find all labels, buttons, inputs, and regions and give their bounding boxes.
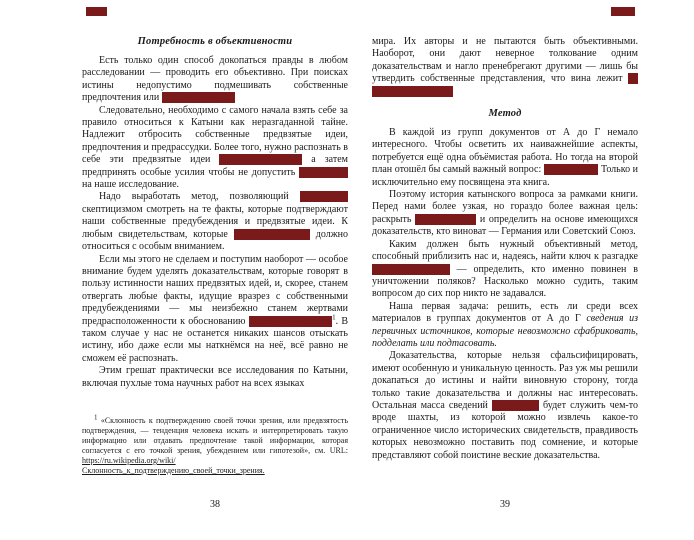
paragraph <box>82 191 348 253</box>
redaction-mark-top-right <box>611 7 635 16</box>
paragraph <box>82 254 348 366</box>
page-number-left: 38 <box>210 499 220 510</box>
text-run: на наше исследование. <box>82 179 180 191</box>
text-run: а затем предпринять особые усилия чтобы не допустить <box>82 154 348 178</box>
redacted-text: предвзятые идеи. <box>161 92 236 104</box>
redacted-text: по Катыни <box>491 399 539 411</box>
section-heading-objectivity: Потребность в объективности <box>137 36 293 47</box>
redaction-mark-top-left <box>86 7 107 16</box>
redacted-text: и предубеждения, <box>219 154 303 166</box>
redacted-text: их влияния <box>299 166 349 178</box>
text-run: Доказательства, которые нельзя сфальсифицировать, имеют особенную и уникальную ценность. Раз уж мы решили докапаться до истины и найти виновную сторону, тогда только такие доказательства и должны нас интересовать. Остальная масса сведений <box>372 350 638 411</box>
paragraph <box>372 350 638 462</box>
text-run: Надо выработать метод, позволяющий <box>99 191 300 203</box>
left-page-body <box>82 55 348 390</box>
text-run: будет служить чем-то вроде шахты, из которой можно извлечь какое-то ограниченное число исторических свидетельств, правдивость которых невозможно поставить под сомнение, и которые представляют собой поистине веские доказательства. <box>372 399 638 461</box>
redacted-text: тайну Катыни <box>415 213 477 225</box>
paragraph <box>82 413 348 476</box>
redacted-text: им противоречат, <box>233 228 311 240</box>
right-page-body-after <box>372 127 638 462</box>
paragraph <box>372 36 638 98</box>
emphasis-text: сведения из первичных источников, которые невозможно сфабриковать, подделать или подтасовать. <box>372 313 638 349</box>
right-page-body-before <box>372 36 638 98</box>
text-run: Следовательно, необходимо с самого начала взять себе за правило относиться к Катыни как неразгаданной тайне. Надлежит отбросить собственные предвзятые идеи, предпочтения и предрассудки. Более того, нужно распознать в себе эти предвзятые идеи <box>82 104 348 166</box>
footnote-url: https://ru.wikipedia.org/wiki/Склонность_к_подтверждению_своей_точки_зрения. <box>82 455 265 475</box>
text-run: Если мы этого не сделаем и поступим наоборот — особое внимание будем уделять доказательствам, которые говорят в пользу истинности наших предвзятых идей, и, скорее, станем отвергать любые факты, идущие вразрез с собственными предубеждениями — мы неизбежно станем жертвами предрасположенности к обоснованию <box>82 253 348 327</box>
text-run: Каким должен быть нужный объективный метод, способный приблизить нас и, надеясь, найти ключ к разгадке <box>372 238 638 263</box>
text-run: В каждой из групп документов от А до Г немало интересного. Чтобы осветить их наиважнейшие аспекты, потребуется ещё одна объёмистая работа. Но тогда на второй план отошёл бы самый важный вопрос: <box>372 127 638 176</box>
text-run: Только и исключительно ему посвящена эта книга. <box>372 164 639 188</box>
text-run: Есть только один способ докопаться правды в любом расследовании — проводить его объективно. При поисках истины недопустимо подмешивать собственные предпочтения или <box>82 55 348 104</box>
text-run: и определить на основе имеющихся доказательств, кто виноват — Германия или Советский Союз. <box>372 213 638 238</box>
redacted-text: на советской стороне. <box>372 73 638 97</box>
paragraph <box>372 189 638 239</box>
footnote-marker: 1 <box>94 413 98 422</box>
text-run: . В таком случае у нас не останется никаких шансов отыскать истину, ибо даже если мы наткнёмся на неё, всё равно не сможем её распознать. <box>82 315 348 364</box>
paragraph <box>82 105 348 192</box>
redacted-text: своей точки зрения <box>248 315 333 327</box>
text-run: должно относиться с особым вниманием. <box>82 228 348 253</box>
redacted-text: катынской тайны <box>372 263 450 275</box>
paragraph <box>372 301 638 351</box>
redacted-text: с особым <box>299 191 349 203</box>
text-run: «Склонность к подтверждению своей точки зрения, или предвзятость подтверждения, — тенденция человека искать и интерпретировать такую информацию или отдавать предпочтение такой информации, которая согласуется с его точкой зрения, убеждением или гипотезой», см. URL: <box>82 415 348 455</box>
redacted-text: кто виноват? <box>543 164 599 176</box>
footnote-marker: 1 <box>332 313 336 322</box>
left-page-footnote <box>82 413 348 476</box>
text-run: мира. Их авторы и не пытаются быть объективными. Наоборот, они дают неверное толкование одним доказательствам и нагло пренебрегают другими — лишь бы утвердить собственные представления, что вина лежит <box>372 36 638 85</box>
text-run: Этим грешат практически все исследования по Катыни, включая пухлые тома научных работ на всех языках <box>82 365 348 389</box>
page-number-right: 39 <box>500 499 510 510</box>
text-run: скептицизмом смотреть на те факты, которые подтверждают наши собственные предубеждения и предвзятые идеи. К любым свидетельствам, которые <box>82 203 348 240</box>
section-heading-method: Метод <box>488 108 522 120</box>
text-run: — определить, кто именно повинен в уничтожении поляков? Насколько можно судить, таким вопросом до сих пор никто не задавался. <box>372 263 638 300</box>
right-page <box>372 36 638 462</box>
left-page <box>82 36 348 476</box>
text-run: Поэтому история катынского вопроса за рамками книги. Перед нами более узкая, но гораздо более важная цель: раскрыть <box>372 189 638 225</box>
paragraph <box>82 55 348 105</box>
paragraph <box>372 239 638 301</box>
paragraph <box>372 127 638 189</box>
text-run: Наша первая задача: решить, есть ли среди всех материалов в группах документов от А до Г <box>372 300 638 325</box>
paragraph <box>82 365 348 390</box>
